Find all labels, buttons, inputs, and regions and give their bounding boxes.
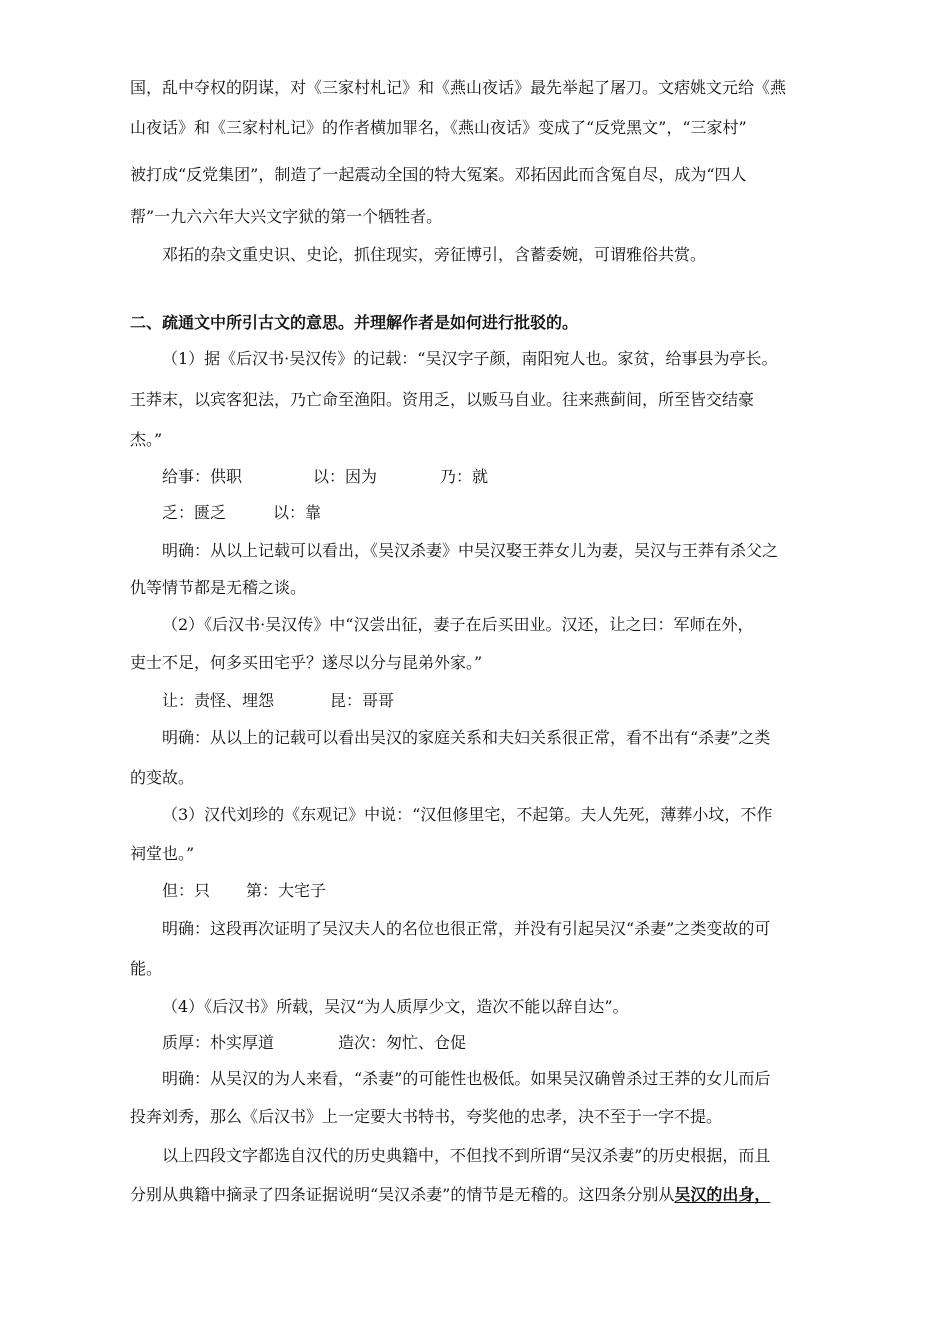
item4-clarify-line-2: 投奔刘秀，那么《后汉书》上一定要大书特书，夸奖他的忠孝，决不至于一字不提。 [130,1107,723,1126]
item1-gloss-d: 乏：匮乏 [162,503,227,522]
item3-clarify-line-1: 明确：这段再次证明了吴汉夫人的名位也很正常，并没有引起吴汉“杀妻”之类变故的可 [162,919,771,938]
intro-line-2: 山夜话》和《三家村札记》的作者横加罪名，《燕山夜话》变成了“反党黑文”，“三家村” [130,118,747,137]
section-heading: 二、疏通文中所引古文的意思。并理解作者是如何进行批驳的。 [130,313,579,332]
intro-paragraph-2: 邓拓的杂文重史识、史论，抓住现实，旁征博引，含蓄委婉，可谓雅俗共赏。 [162,245,707,264]
item3-gloss-a: 但：只 [162,881,211,900]
item1-gloss-a: 给事：供职 [162,467,243,486]
item3-line-2: 祠堂也。” [130,844,195,863]
item4-gloss-a: 质厚：朴实厚道 [162,1033,275,1052]
item3-gloss-b: 第：大宅子 [246,881,327,900]
intro-line-4: 帮”一九六六年大兴文字狱的第一个牺牲者。 [130,207,443,226]
summary-line-2-text: 分别从典籍中摘录了四条证据说明“吴汉杀妻”的情节是无稽的。这四条分别从 [130,1185,675,1204]
item2-line-1: （2）《后汉书·吴汉传》中“汉尝出征，妻子在后买田业。汉还，让之曰：军师在外， [162,615,754,634]
summary-line-2 [130,1184,770,1206]
intro-line-3: 被打成“反党集团”，制造了一起震动全国的特大冤案。邓拓因此而含冤自尽，成为“四人 [130,165,747,184]
item3-clarify-line-2: 能。 [130,959,163,978]
item3-line-1: （3）汉代刘珍的《东观记》中说：“汉但修里宅，不起第。夫人先死，薄葬小坟，不作 [162,805,773,824]
item4-gloss-b: 造次：匆忙、仓促 [338,1033,467,1052]
summary-emphasis: 吴汉的出身， [674,1185,771,1204]
item1-line-3: 杰。” [130,430,163,449]
item1-clarify-line-1: 明确：从以上记载可以看出，《吴汉杀妻》中吴汉娶王莽女儿为妻，吴汉与王莽有杀父之 [162,541,779,560]
item4-clarify-line-1: 明确：从吴汉的为人来看，“杀妻”的可能性也极低。如果吴汉确曾杀过王莽的女儿而后 [162,1069,771,1088]
item2-gloss-a: 让：责怪、埋怨 [162,691,275,710]
intro-line-1: 国，乱中夺权的阴谋，对《三家村札记》和《燕山夜话》最先举起了屠刀。文痞姚文元给《燕 [130,78,787,97]
item4-line-1: （4）《后汉书》所载，吴汉“为人质厚少文，造次不能以辞自达”。 [162,997,629,1016]
item2-clarify-line-1: 明确：从以上的记载可以看出吴汉的家庭关系和夫妇关系很正常，看不出有“杀妻”之类 [162,728,771,747]
item1-gloss-b: 以：因为 [313,467,378,486]
item2-gloss-b: 昆：哥哥 [330,691,395,710]
item2-clarify-line-2: 的变故。 [130,768,195,787]
item1-gloss-c: 乃：就 [440,467,489,486]
summary-line-1: 以上四段文字都选自汉代的历史典籍中，不但找不到所谓“吴汉杀妻”的历史根据，而且 [162,1146,771,1165]
item2-line-2: 吏士不足，何多买田宅乎？遂尽以分与昆弟外家。” [130,653,483,672]
item1-line-2: 王莽末，以宾客犯法，乃亡命至渔阳。资用乏，以贩马自业。往来燕蓟间，所至皆交结豪 [130,390,755,409]
item1-gloss-e: 以：靠 [273,503,322,522]
item1-line-1: （1）据《后汉书·吴汉传》的记载：“吴汉字子颜，南阳宛人也。家贫，给事县为亭长。 [162,349,778,368]
item1-clarify-line-2: 仇等情节都是无稽之谈。 [130,578,307,597]
